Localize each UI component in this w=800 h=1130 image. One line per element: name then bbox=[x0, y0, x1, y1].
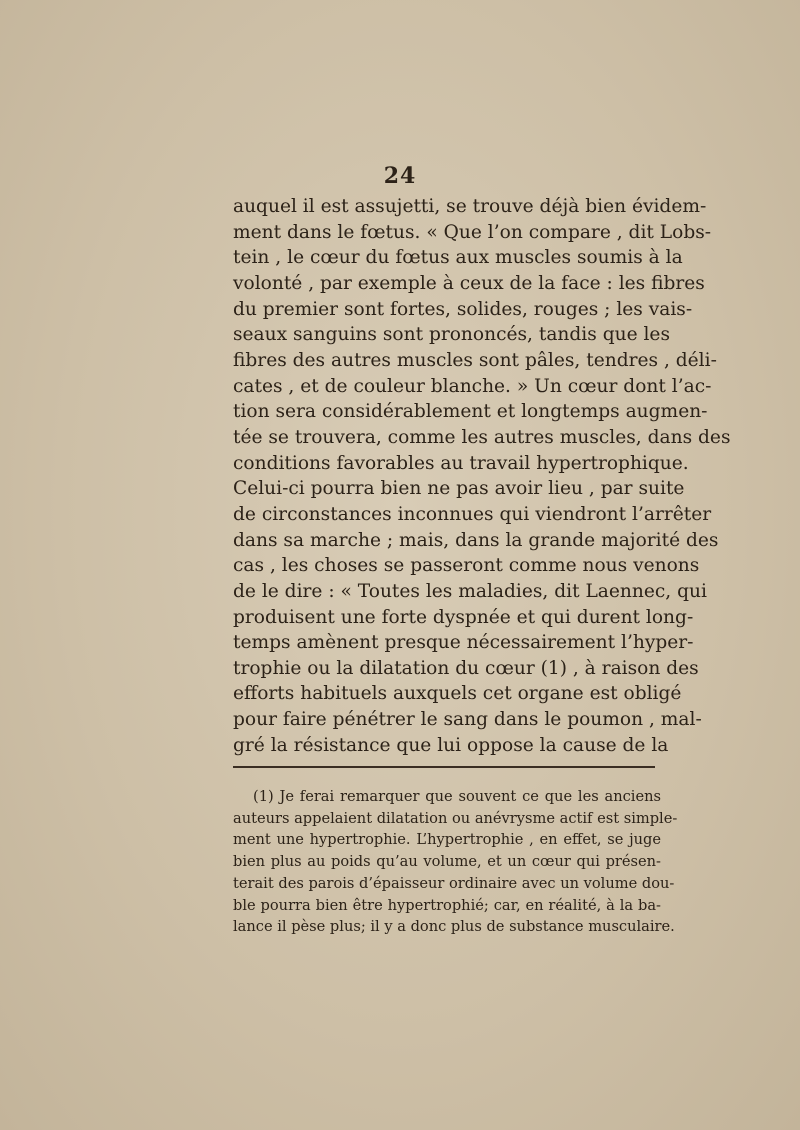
body-line: trophie ou la dilatation du cœur (1) , à raison des bbox=[233, 657, 699, 679]
footnote-line: ble pourra bien être hypertrophié; car, en réalité, à la ba- bbox=[233, 896, 661, 914]
footnote-line: terait des parois d’épaisseur ordinaire avec un volume dou- bbox=[233, 874, 675, 892]
body-line: de le dire : « Toutes les maladies, dit Laennec, qui bbox=[233, 580, 707, 602]
footnote-line: lance il pèse plus; il y a donc plus de substance musculaire. bbox=[233, 918, 675, 936]
body-line: pour faire pénétrer le sang dans le poumon , mal- bbox=[233, 709, 702, 731]
body-line: Celui-ci pourra bien ne pas avoir lieu , par suite bbox=[233, 478, 685, 500]
body-line: tion sera considérablement et longtemps augmen- bbox=[233, 401, 708, 423]
body-line: tein , le cœur du fœtus aux muscles soumis à la bbox=[233, 247, 683, 269]
footnote-line: auteurs appelaient dilatation ou anévrysme actif est simple- bbox=[233, 809, 678, 827]
body-line: auquel il est assujetti, se trouve déjà bien évidem- bbox=[233, 196, 707, 217]
body-line: conditions favorables au travail hypertrophique. bbox=[233, 452, 689, 474]
footnote-line: ment une hypertrophie. L’hypertrophie , en effet, se juge bbox=[233, 831, 661, 849]
footnote-rule bbox=[233, 766, 655, 768]
body-line: cas , les choses se passeront comme nous venons bbox=[233, 555, 700, 577]
footnote bbox=[233, 786, 678, 938]
body-line: cates , et de couleur blanche. » Un cœur dont l’ac- bbox=[233, 375, 712, 397]
footnote-line: bien plus au poids qu’au volume, et un cœur qui présen- bbox=[233, 853, 661, 871]
body-text bbox=[233, 194, 731, 758]
body-line: produisent une forte dyspnée et qui durent long- bbox=[233, 606, 694, 628]
body-line: de circonstances inconnues qui viendront l’arrêter bbox=[233, 503, 712, 525]
body-line: seaux sanguins sont prononcés, tandis que les bbox=[233, 324, 670, 346]
body-line: dans sa marche ; mais, dans la grande majorité des bbox=[233, 529, 719, 551]
body-line: fibres des autres muscles sont pâles, tendres , déli- bbox=[233, 349, 717, 371]
body-line: temps amènent presque nécessairement l’hyper- bbox=[233, 632, 694, 654]
body-line: efforts habituels auxquels cet organe est obligé bbox=[233, 683, 682, 705]
footnote-line: (1) Je ferai remarquer que souvent ce que les anciens bbox=[253, 788, 661, 805]
page-number: 24 bbox=[383, 163, 417, 189]
body-line: tée se trouvera, comme les autres muscles, dans des bbox=[233, 426, 731, 448]
body-line: volonté , par exemple à ceux de la face : les fibres bbox=[233, 272, 705, 294]
body-line: du premier sont fortes, solides, rouges ; les vais- bbox=[233, 298, 693, 320]
body-line: ment dans le fœtus. « Que l’on compare , dit Lobs- bbox=[233, 221, 712, 243]
body-line: gré la résistance que lui oppose la cause de la bbox=[233, 734, 669, 756]
